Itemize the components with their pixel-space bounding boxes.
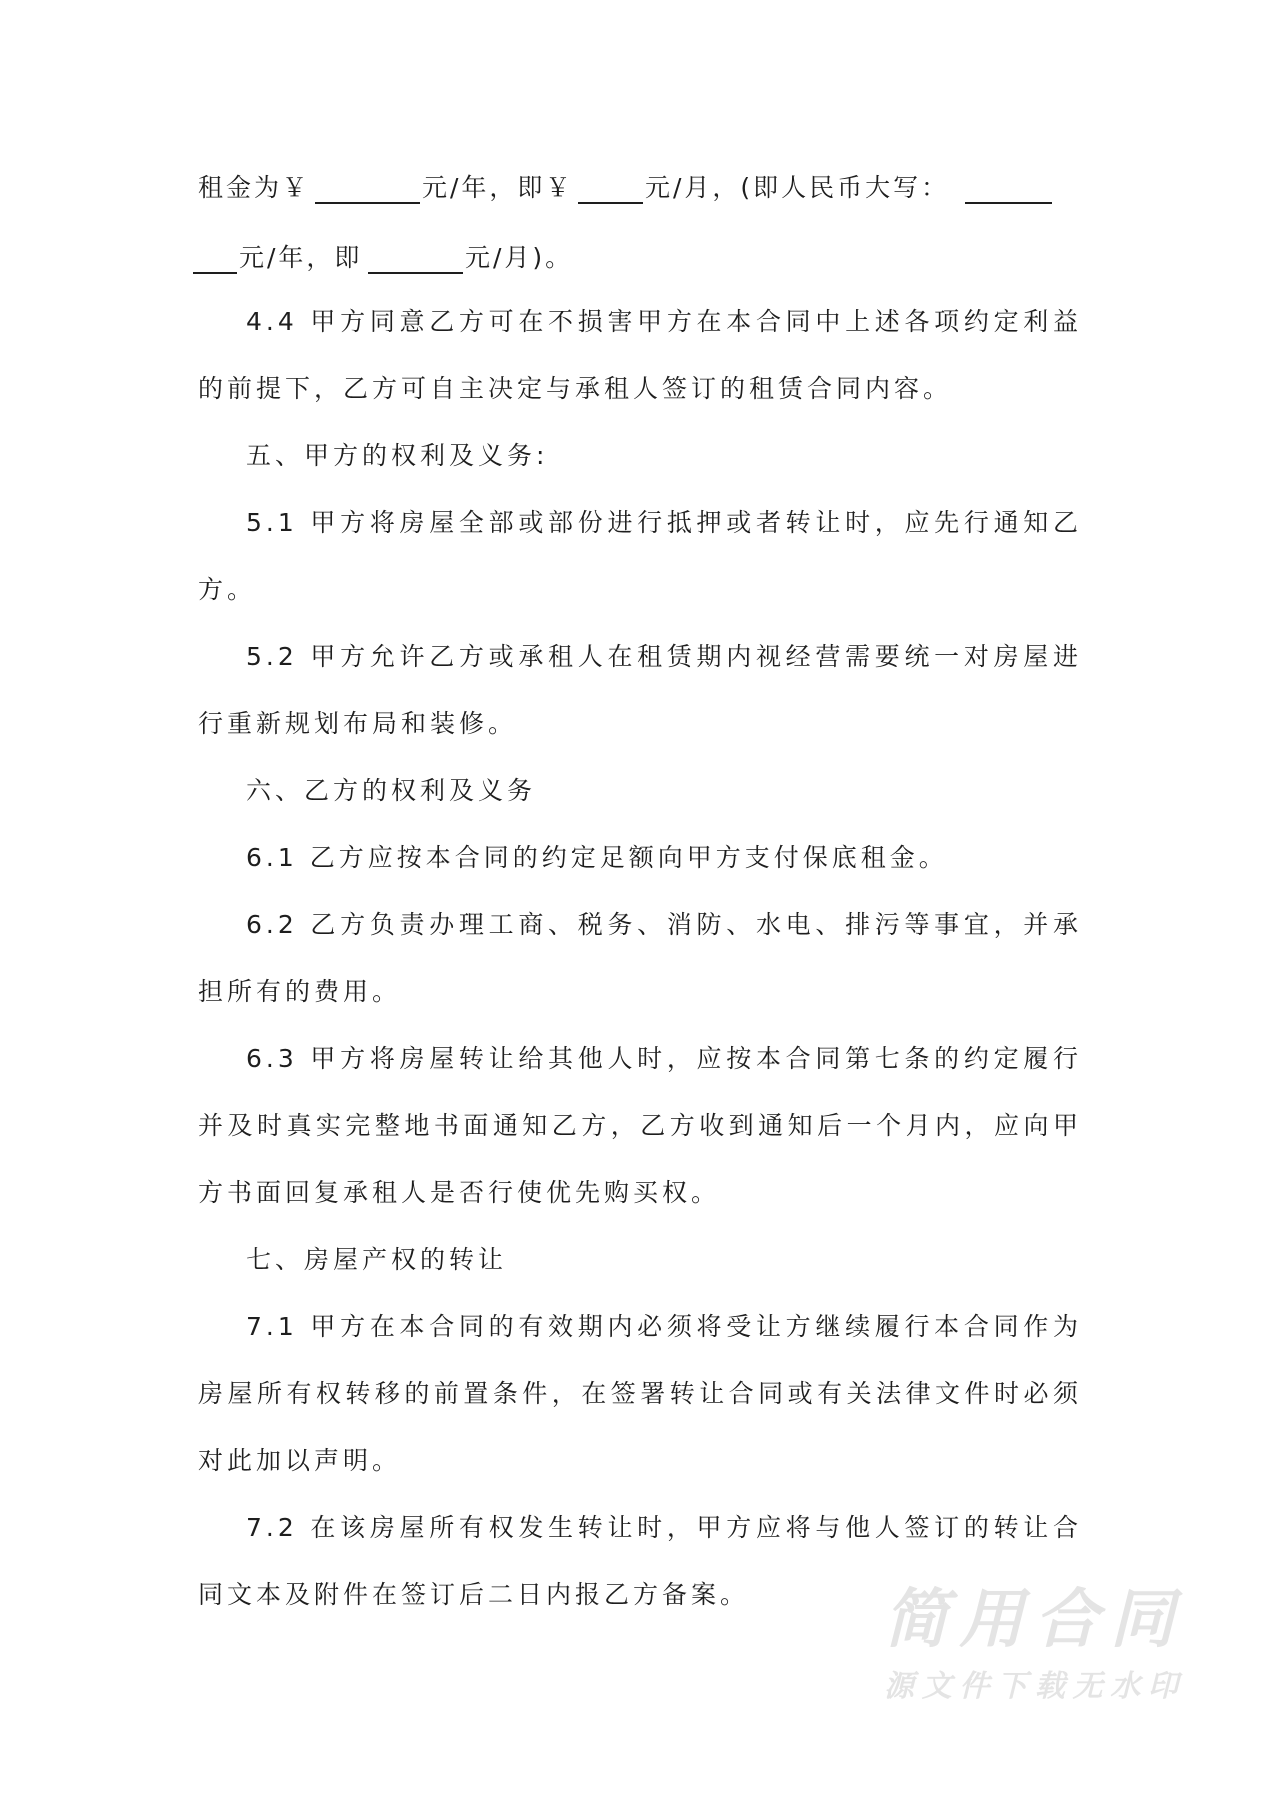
clause-4-4-line-2: 的前提下，乙方可自主决定与承租人签订的租赁合同内容。 [198,374,953,403]
uppercase-monthly-blank [368,238,463,274]
watermark-title: 简用合同 [884,1583,1180,1657]
clause-6-3-line-3: 方书面回复承租人是否行使优先购买权。 [198,1178,721,1207]
rent-line-1 [198,168,1082,208]
uppercase-annual-blank-continued [193,238,237,274]
clause-6-3-line-2: 并及时真实完整地书面通知乙方，乙方收到通知后一个月内，应向甲 [198,1111,1082,1140]
section-5-heading: 五、甲方的权利及义务: [246,441,549,470]
clause-7-1-line-1: 7.1 甲方在本合同的有效期内必须将受让方继续履行本合同作为 [246,1312,1082,1341]
clause-7-2-line-1: 7.2 在该房屋所有权发生转让时，甲方应将与他人签订的转让合 [246,1513,1082,1542]
monthly-rent-blank [578,168,643,204]
annual-rent-blank [315,168,420,204]
clause-5-1-line-1: 5.1 甲方将房屋全部或部份进行抵押或者转让时，应先行通知乙 [246,508,1082,537]
clause-5-2-line-2: 行重新规划布局和装修。 [198,709,518,738]
per-month-uppercase-label: 元/月，(即人民币大写： [645,173,950,202]
uppercase-annual-blank [965,168,1052,204]
rent-label: 租金为￥ [198,173,311,202]
clause-6-1: 6.1 乙方应按本合同的约定足额向甲方支付保底租金。 [246,843,948,872]
clause-6-2-line-2: 担所有的费用。 [198,977,402,1006]
watermark-subtitle: 源文件下载无水印 [884,1669,1180,1704]
clause-6-2-line-1: 6.2 乙方负责办理工商、税务、消防、水电、排污等事宜，并承 [246,910,1082,939]
per-year-label: 元/年，即￥ [422,173,574,202]
clause-7-2-line-2: 同文本及附件在签订后二日内报乙方备案。 [198,1580,750,1609]
per-month-label-2: 元/月)。 [465,243,574,272]
section-7-heading: 七、房屋产权的转让 [246,1245,508,1274]
clause-5-1-line-2: 方。 [198,575,257,604]
clause-4-4-line-1: 4.4 甲方同意乙方可在不损害甲方在本合同中上述各项约定利益 [246,307,1082,336]
clause-5-2-line-1: 5.2 甲方允许乙方或承租人在租赁期内视经营需要统一对房屋进 [246,642,1082,671]
clause-7-1-line-2: 房屋所有权转移的前置条件，在签署转让合同或有关法律文件时必须 [198,1379,1082,1408]
per-year-label-2: 元/年，即 [239,243,363,272]
section-6-heading: 六、乙方的权利及义务 [246,776,537,805]
clause-7-1-line-3: 对此加以声明。 [198,1446,402,1475]
clause-6-3-line-1: 6.3 甲方将房屋转让给其他人时，应按本合同第七条的约定履行 [246,1044,1082,1073]
